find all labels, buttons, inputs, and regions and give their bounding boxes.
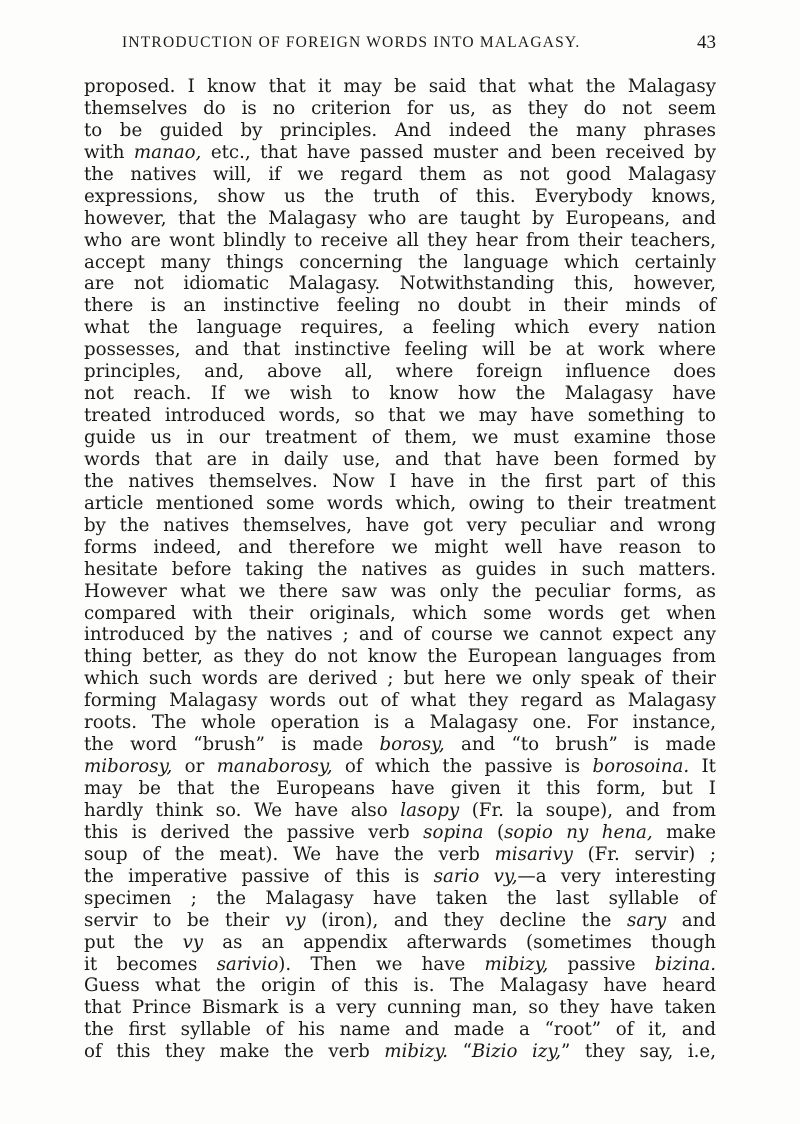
text-segment: hardly think so. We have also bbox=[84, 799, 401, 821]
text-segment: roots. The whole operation is a Malagasy one. For instance, bbox=[84, 712, 716, 734]
italic-segment: miborosy, bbox=[84, 756, 173, 778]
text-segment: thing better, as they do not know the European languages from bbox=[84, 646, 716, 668]
text-segment: introduced by the natives ; and of course we cannot expect any bbox=[84, 624, 716, 646]
text-line bbox=[84, 383, 716, 405]
text-segment: compared with their originals, which some words get when bbox=[84, 602, 716, 624]
text-line bbox=[84, 515, 716, 537]
text-segment: and bbox=[666, 909, 716, 931]
text-segment: that Prince Bismark is a very cunning man, so they have taken bbox=[84, 997, 716, 1019]
text-segment: what the language requires, a feeling which every nation bbox=[84, 317, 716, 339]
text-segment: article mentioned some words which, owing to their treatment bbox=[84, 492, 716, 514]
text-segment: servir to be their bbox=[84, 909, 285, 931]
text-segment: of this they make the verb bbox=[84, 1041, 385, 1063]
text-segment: who are wont blindly to receive all they hear from their teachers, bbox=[84, 229, 716, 251]
text-segment: ( bbox=[483, 821, 505, 843]
text-segment: expressions, show us the truth of this. Everybody knows, bbox=[84, 185, 716, 207]
text-segment: may be that the Europeans have given it this form, but I bbox=[84, 778, 716, 799]
text-segment: However what we there saw was only the peculiar forms, as bbox=[84, 580, 716, 602]
text-line bbox=[84, 1019, 716, 1041]
text-line bbox=[84, 581, 716, 603]
text-segment: or bbox=[172, 756, 217, 778]
text-segment: Guess what the origin of this is. The Malagasy have heard bbox=[84, 975, 716, 997]
text-line bbox=[84, 537, 716, 559]
text-segment: forms indeed, and therefore we might well have reason to bbox=[84, 536, 716, 558]
text-segment: accept many things concerning the language which certainly bbox=[84, 251, 716, 273]
text-line bbox=[84, 1041, 716, 1063]
text-line bbox=[84, 120, 716, 142]
text-segment: (Fr. servir) ; bbox=[572, 843, 716, 865]
text-segment: possesses, and that instinctive feeling will be at work where bbox=[84, 339, 716, 361]
text-line bbox=[84, 273, 716, 295]
text-line bbox=[84, 756, 716, 778]
italic-segment: mibizy, bbox=[484, 953, 549, 975]
text-segment: which such words are derived ; but here we only speak of their bbox=[84, 668, 716, 690]
text-line bbox=[84, 624, 716, 646]
text-segment: the natives will, if we regard them as not good Malagasy bbox=[84, 163, 716, 185]
text-line bbox=[84, 295, 716, 317]
text-segment: it becomes bbox=[84, 953, 217, 975]
text-segment: are not idiomatic Malagasy. Notwithstanding this, however, bbox=[84, 273, 716, 295]
text-line bbox=[84, 910, 716, 932]
text-line bbox=[84, 427, 716, 449]
text-segment: as an appendix afterwards (sometimes though bbox=[203, 931, 716, 953]
italic-segment: Bizio izy, bbox=[471, 1041, 561, 1063]
text-line bbox=[84, 712, 716, 734]
text-line bbox=[84, 668, 716, 690]
italic-segment: lasopy bbox=[400, 799, 460, 821]
italic-segment: manao, bbox=[133, 141, 202, 163]
body-text bbox=[84, 76, 716, 1063]
text-line bbox=[84, 559, 716, 581]
italic-segment: borosoina. bbox=[592, 756, 690, 778]
text-line bbox=[84, 317, 716, 339]
text-segment: specimen ; the Malagasy have taken the last syllable of bbox=[84, 887, 716, 909]
text-segment: by the natives themselves, have got very peculiar and wrong bbox=[84, 514, 716, 536]
text-segment: with bbox=[84, 141, 134, 163]
text-segment: of which the passive is bbox=[332, 756, 593, 778]
text-line bbox=[84, 844, 716, 866]
text-line bbox=[84, 866, 716, 888]
text-line bbox=[84, 405, 716, 427]
text-line bbox=[84, 142, 716, 164]
text-line bbox=[84, 800, 716, 822]
text-segment: treated introduced words, so that we may have something to bbox=[84, 405, 716, 427]
text-segment: there is an instinctive feeling no doubt in their minds of bbox=[84, 295, 716, 317]
text-segment: put the bbox=[84, 931, 183, 953]
text-segment: “ bbox=[448, 1041, 472, 1063]
text-line bbox=[84, 76, 716, 98]
italic-segment: vy bbox=[284, 909, 306, 931]
italic-segment: sopina bbox=[423, 821, 484, 843]
text-line bbox=[84, 361, 716, 383]
italic-segment: borosy, bbox=[379, 734, 445, 756]
italic-segment: sopio ny hena, bbox=[504, 821, 653, 843]
italic-segment: sary bbox=[627, 909, 667, 931]
text-line bbox=[84, 186, 716, 208]
italic-segment: bizina. bbox=[654, 953, 716, 975]
italic-segment: manaborosy, bbox=[216, 756, 333, 778]
text-line bbox=[84, 471, 716, 493]
text-segment: the word “brush” is made bbox=[84, 734, 380, 756]
text-segment: to be guided by principles. And indeed the many phrases bbox=[84, 119, 716, 141]
text-segment: ). Then we have bbox=[278, 953, 485, 975]
text-segment: principles, and, above all, where foreign influence does bbox=[84, 361, 716, 383]
text-line bbox=[84, 778, 716, 800]
text-line bbox=[84, 603, 716, 625]
text-segment: the imperative passive of this is bbox=[84, 865, 434, 887]
text-line bbox=[84, 164, 716, 186]
text-segment: soup of the meat). We have the verb bbox=[84, 843, 495, 865]
text-line bbox=[84, 932, 716, 954]
text-segment: proposed. I know that it may be said that what the Malagasy bbox=[84, 76, 716, 97]
text-segment: It bbox=[689, 756, 716, 778]
italic-segment: sarivio bbox=[216, 953, 279, 975]
text-line bbox=[84, 734, 716, 756]
text-segment: (Fr. la soupe), and from bbox=[459, 799, 716, 821]
text-line bbox=[84, 98, 716, 120]
italic-segment: misarivy bbox=[494, 843, 573, 865]
text-line bbox=[84, 888, 716, 910]
text-segment: the natives themselves. Now I have in the first part of this bbox=[84, 470, 716, 492]
italic-segment: mibizy. bbox=[384, 1041, 449, 1063]
text-line bbox=[84, 646, 716, 668]
text-segment: this is derived the passive verb bbox=[84, 821, 424, 843]
text-line bbox=[84, 230, 716, 252]
text-line bbox=[84, 954, 716, 976]
text-segment: make bbox=[652, 821, 716, 843]
text-segment: however, that the Malagasy who are taught by Europeans, and bbox=[84, 207, 716, 229]
text-line bbox=[84, 975, 716, 997]
text-segment: and “to brush” is made bbox=[444, 734, 716, 756]
text-segment: guide us in our treatment of them, we must examine those bbox=[84, 427, 716, 448]
text-line bbox=[84, 493, 716, 515]
text-segment: —a very interesting bbox=[517, 865, 716, 887]
text-line bbox=[84, 997, 716, 1019]
italic-segment: sario vy, bbox=[433, 865, 518, 887]
text-segment: not reach. If we wish to know how the Malagasy have bbox=[84, 383, 716, 405]
text-segment: themselves do is no criterion for us, as they do not seem bbox=[84, 97, 716, 119]
chapter-title: INTRODUCTION OF FOREIGN WORDS INTO MALAGASY. bbox=[122, 34, 581, 51]
text-segment: ” they say, i.e, bbox=[561, 1041, 716, 1063]
text-segment: etc., that have passed muster and been received by bbox=[201, 141, 716, 163]
text-segment: words that are in daily use, and that have been formed by bbox=[84, 448, 716, 470]
text-segment: forming Malagasy words out of what they regard as Malagasy bbox=[84, 690, 716, 712]
text-segment: (iron), and they decline the bbox=[305, 909, 628, 931]
text-line bbox=[84, 208, 716, 230]
text-line bbox=[84, 449, 716, 471]
text-line bbox=[84, 690, 716, 712]
text-line bbox=[84, 252, 716, 274]
text-line bbox=[84, 339, 716, 361]
italic-segment: vy bbox=[182, 931, 204, 953]
text-segment: the first syllable of his name and made a “root” of it, and bbox=[84, 1019, 716, 1041]
text-segment: passive bbox=[548, 953, 655, 975]
text-segment: hesitate before taking the natives as guides in such matters. bbox=[84, 558, 716, 580]
page-number: 43 bbox=[697, 32, 716, 53]
text-line bbox=[84, 822, 716, 844]
